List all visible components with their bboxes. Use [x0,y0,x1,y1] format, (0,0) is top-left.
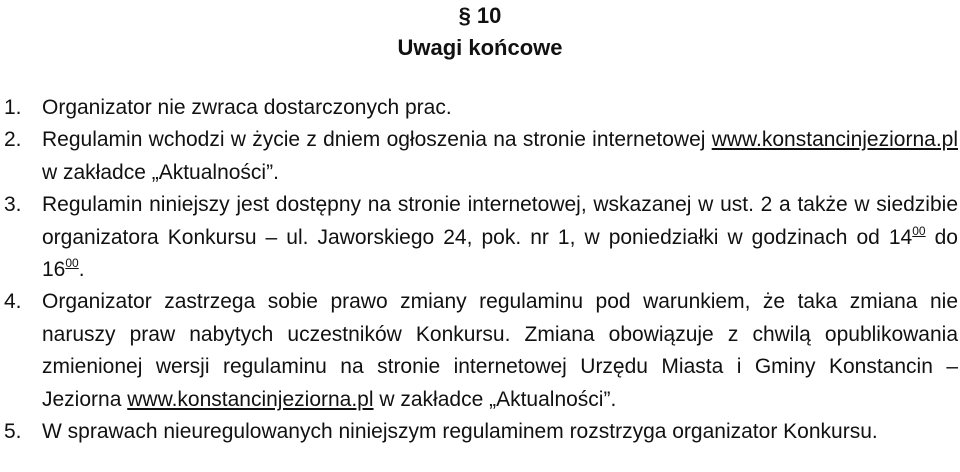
section-number: § 10 [458,3,502,28]
item-text-suffix: w zakładce „Aktualności”. [42,160,279,184]
list-item-4 [0,286,960,416]
item-text-suffix: w zakładce „Aktualności”. [379,387,617,411]
item-number: 3. [4,193,22,217]
item-text: W sprawach nieuregulowanych niniejszym regulaminem rozstrzyga organizator Konkursu. [42,420,878,444]
item-text: Regulamin wchodzi w życie z dniem ogłoszenia na stronie internetowej [42,128,706,152]
item-number: 4. [4,290,22,314]
list-item-5 [0,416,960,448]
item-number: 1. [4,96,22,119]
list-item-1 [0,92,960,124]
item-number: 5. [4,420,22,444]
hour-superscript-end: 00 [65,256,79,271]
item-text-suffix: . [78,258,85,282]
list-item-3 [0,189,960,286]
list-item-2 [0,124,960,189]
section-title: Uwagi końcowe [397,35,563,60]
hour-superscript-start: 00 [912,223,926,238]
item-text: Organizator zastrzega sobie prawo zmiany regulaminu pod warunkiem, że taka zmiana nie naruszy praw nabytych uczestników Konkursu. Zmiana obowiązuje z chwilą opublikowania zmienionej wersji regulaminu na stronie internetowej Urzędu Miasta i Gminy Konstancin – Jeziorna [42,290,958,411]
item-text: Regulamin niniejszy jest dostępny na stronie internetowej, wskazanej w ust. 2 a także w siedzibie organizatora Konkursu – ul. Jaworskiego 24, pok. nr 1, w poniedziałki w godzinach od 14 [42,193,958,249]
provisions-list [0,92,960,448]
item-text: Organizator nie zwraca dostarczonych prac. [42,96,452,119]
item-text-middle: do 16 [42,225,958,282]
website-link[interactable]: www.konstancinjeziorna.pl [711,128,958,152]
website-link[interactable]: www.konstancinjeziorna.pl [127,387,374,411]
section-heading [0,0,960,64]
item-number: 2. [4,128,22,152]
